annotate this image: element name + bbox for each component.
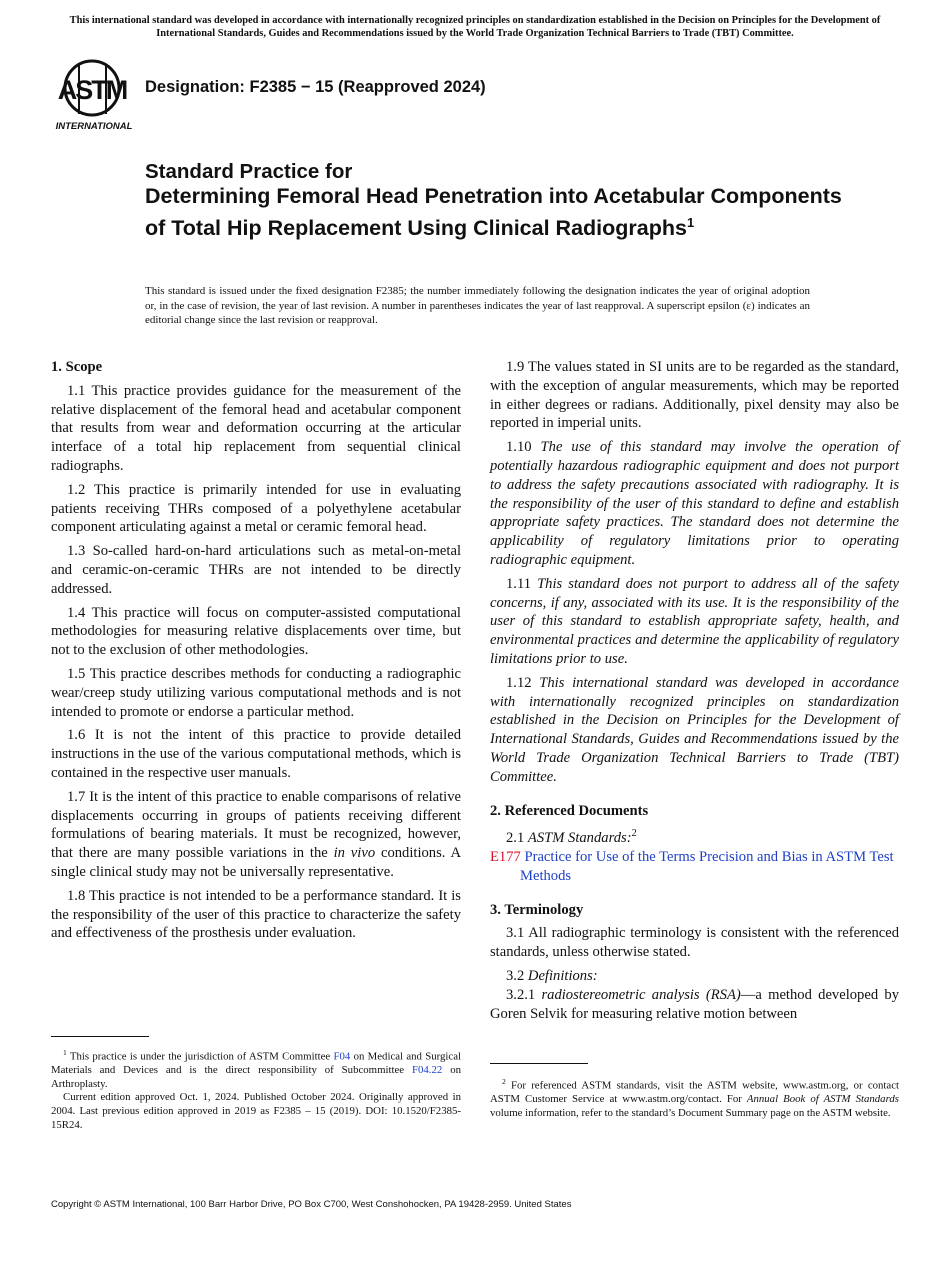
referenced-heading: 2. Referenced Documents <box>490 802 649 819</box>
para-1-12-text: This international standard was developed in accordance with internationally recognized principles on standardization established in the Decision on Principles for the Development of International Standards, Guides and Recommendations issued by the World Trade Organization Technical Barriers to Trade (TBT) Committee. <box>490 674 899 785</box>
footnote-1 <box>51 1046 461 1132</box>
para-1-7-text-a: 1.7 It is the intent of this practice to enable comparisons of relative displacements occurring in groups of patients receiving different formulations of bearing materials. It must be recognized, however, that there are many possible variations in the <box>51 788 461 862</box>
para-1-3: 1.3 So-called hard-on-hard articulations such as metal-on-metal and ceramic-on-ceramic THRs are not intended to be directly addressed. <box>51 543 461 597</box>
para-1-2: 1.2 This practice is primarily intended for use in evaluating patients receiving THRs composed of a polyethylene acetabular component articulating against a metal or ceramic femoral head. <box>51 481 461 536</box>
para-2-1-num: 2.1 <box>506 830 525 847</box>
footnote-2-text-b: volume information, refer to the standard’s Document Summary page on the ASTM website. <box>490 1106 891 1119</box>
copyright: Copyright © ASTM International, 100 Barr Harbor Drive, PO Box C700, West Conshohocken, PA 19428-2959. United States <box>51 1199 572 1210</box>
para-1-6: 1.6 It is not the intent of this practice to provide detailed instructions in the use of the various computational methods, which is contained in the respective user manuals. <box>51 727 461 781</box>
title-footnote-mark: 1 <box>686 214 695 230</box>
para-1-11 <box>490 575 899 669</box>
subcommittee-f04-22-link[interactable]: F04.22 <box>411 1064 443 1077</box>
para-1-7-text-b: conditions. A single clinical study may not be universally representative. <box>51 845 462 880</box>
para-1-11-text: This standard does not purport to address all of the safety concerns, if any, associated with its use. It is the responsibility of the user of this standard to establish appropriate safety, health, and environmental practices and determine the applicability of regulatory limitations prior to use. <box>490 575 899 667</box>
e177-code-link[interactable]: E177 <box>490 848 521 865</box>
right-column <box>490 358 899 1028</box>
para-1-8: 1.8 This practice is not intended to be a performance standard. It is the responsibility of the user of this practice to characterize the safety and effectiveness of the prosthesis under evaluation. <box>51 887 461 942</box>
para-1-5: 1.5 This practice describes methods for conducting a radiographic wear/creep study utilizing various computational methods and is not intended to promote or endorse a particular method. <box>51 665 461 720</box>
terminology-heading: 3. Terminology <box>490 901 584 918</box>
para-3-2-1 <box>490 986 899 1024</box>
reference-e177 <box>490 848 899 886</box>
para-1-7 <box>51 788 461 882</box>
title-main <box>145 184 845 241</box>
para-2-1-footnote-mark: 2 <box>631 828 637 840</box>
svg-text:ASTM: ASTM <box>57 75 127 105</box>
para-3-1: 3.1 All radiographic terminology is consistent with the referenced standards, unless otherwise stated. <box>490 925 899 961</box>
committee-f04-link[interactable]: F04 <box>333 1050 351 1063</box>
title-pre: Standard Practice for <box>145 160 353 183</box>
para-2-1 <box>490 825 899 848</box>
tbt-notice: This international standard was developed in accordance with internationally recognized principles on standardization established in the Decision on Principles for the Development of International Standards, Guides and Recommendations issued by the World Trade Organization Technical Barriers to Trade (TBT) Committee. <box>69 15 881 39</box>
designation: Designation: F2385 − 15 (Reapproved 2024) <box>145 78 486 96</box>
scope-heading: 1. Scope <box>51 359 103 375</box>
e177-title-link[interactable]: Practice for Use of the Terms Precision and Bias in ASTM Test Methods <box>520 848 894 884</box>
title-text: Determining Femoral Head Penetration into Acetabular Components of Total Hip Replacement Using Clinical Radiographs <box>145 184 842 240</box>
footnote-1-text-c: on Arthroplasty. <box>51 1064 461 1090</box>
footnote-2-text-a: For referenced ASTM standards, visit the ASTM website, www.astm.org, or contact ASTM Customer Service at www.astm.org/contact. For <box>490 1079 899 1106</box>
para-1-12-num: 1.12 <box>506 674 532 691</box>
para-1-7-in-vivo: in vivo <box>333 845 376 862</box>
para-1-4: 1.4 This practice will focus on computer-assisted computational methodologies for measuring relative displacements over time, but not to the exclusion of other methodologies. <box>51 604 461 659</box>
para-1-10-text: The use of this standard may involve the operation of potentially hazardous radiographic equipment and does not purport to address the safety precautions associated with radiography. It is the responsibility of the user of this standard to define and establish appropriate safety practices. The standard does not determine the applicability of regulatory limitations prior to operating radiographic equipment. <box>490 439 899 568</box>
footnote-2-annual-book: Annual Book of ASTM Standards <box>746 1093 899 1106</box>
footnote-rule-left <box>51 1036 149 1037</box>
left-column <box>51 358 461 948</box>
para-1-1: 1.1 This practice provides guidance for the measurement of the relative displacement of the femoral head and acetabular component that results from wear and deformation occurring at the articular interface of a total hip replacement from sequential clinical radiographs. <box>51 382 461 474</box>
para-3-2-num: 3.2 <box>506 967 525 984</box>
para-3-2 <box>490 967 899 986</box>
footnote-2-mark: 2 <box>502 1077 506 1086</box>
para-1-10 <box>490 438 899 570</box>
svg-text:INTERNATIONAL: INTERNATIONAL <box>55 121 133 132</box>
footnote-2 <box>490 1075 899 1120</box>
footnote-1-text-a: This practice is under the jurisdiction of ASTM Committee <box>66 1050 334 1063</box>
footnote-rule-right <box>490 1063 588 1064</box>
para-1-12 <box>490 674 899 787</box>
astm-logo <box>54 58 134 132</box>
para-1-9: 1.9 The values stated in SI units are to be regarded as the standard, with the exception of angular measurements, which may be reported in either degrees or radians. Additionally, pixel density may also be reported in imperial units. <box>490 359 899 432</box>
title-block <box>145 160 845 241</box>
issued-statement: This standard is issued under the fixed designation F2385; the number immediately following the designation indicates the year of original adoption or, in the case of revision, the year of last revision. A number in parentheses indicates the year of last reapproval. A superscript epsilon (ε) indicates an editorial change since the last revision or reapproval. <box>145 285 810 326</box>
para-3-2-1-text: —a method developed by Goren Selvik for measuring relative motion between <box>490 986 899 1022</box>
edition-note: Current edition approved Oct. 1, 2024. Published October 2024. Originally approved in 2004. Last previous edition approved in 2019 as F2385 – 15 (2019). DOI: 10.1520/F2385-15R24. <box>51 1091 461 1131</box>
footnote-1-text-b: on Medical and Surgical Materials and Devices and is the direct responsibility of Subcommittee <box>51 1050 462 1077</box>
para-1-10-num: 1.10 <box>506 439 532 456</box>
para-3-2-1-num: 3.2.1 <box>506 986 536 1003</box>
para-1-11-num: 1.11 <box>506 575 531 592</box>
para-3-2-text: Definitions: <box>527 967 598 984</box>
rsa-term: radiostereometric analysis (RSA) <box>541 986 741 1003</box>
footnote-1-mark: 1 <box>63 1048 67 1057</box>
para-2-1-text: ASTM Standards: <box>527 830 632 847</box>
